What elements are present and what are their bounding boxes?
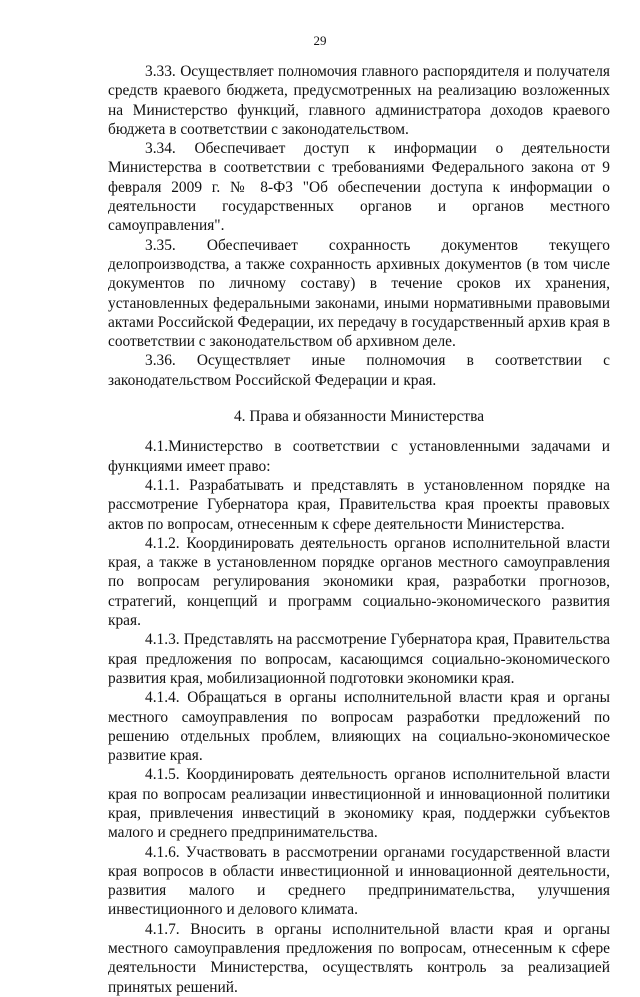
- page-number: 29: [313, 33, 327, 48]
- paragraph-4-1: 4.1.Министерство в соответствии с установленными задачами и функциями имеет право:: [108, 438, 610, 475]
- paragraph-4-1-3: 4.1.3. Представлять на рассмотрение Губернатора края, Правительства края предложения по вопросам, касающимся социально-экономического развития края, мобилизационной подготовки экономики края.: [108, 631, 610, 687]
- paragraph-4-1-1: 4.1.1. Разрабатывать и представлять в установленном порядке на рассмотрение Губернатора края, Правительства края проекты правовых актов по вопросам, отнесенным к сфере деятельности Министерства.: [108, 476, 610, 533]
- document-body: [108, 62, 610, 997]
- paragraph-4-1-2: 4.1.2. Координировать деятельность органов исполнительной власти края, а также в установленном порядке органов местного самоуправления по вопросам регулирования экономики края, разработки прогнозов, стратегий, концепций и программ социально-экономического развития края.: [108, 534, 610, 630]
- paragraph-3-33: 3.33. Осуществляет полномочия главного распорядителя и получателя средств краевого бюджета, предусмотренных на реализацию возложенных на Министерство функций, главного администратора доходов краевого бюджета в соответствии с законодательством.: [108, 63, 610, 138]
- paragraph-3-36: 3.36. Осуществляет иные полномочия в соответствии с законодательством Российской Федерации и края.: [108, 352, 610, 389]
- paragraph-4-1-4: 4.1.4. Обращаться в органы исполнительной власти края и органы местного самоуправления по вопросам разработки предложений по решению отдельных проблем, влияющих на социально-экономическое развитие края.: [108, 689, 610, 765]
- paragraph-4-1-5: 4.1.5. Координировать деятельность органов исполнительной власти края по вопросам реализации инвестиционной и инновационной политики края, привлечения инвестиций в экономику края, поддержки субъектов малого и среднего предпринимательства.: [108, 766, 610, 842]
- paragraph-4-1-6: 4.1.6. Участвовать в рассмотрении органами государственной власти края вопросов в области инвестиционной и инновационной деятельности, развития малого и среднего предпринимательства, улучшения инвестиционного и делового климата.: [108, 843, 610, 919]
- section-heading: 4. Права и обязанности Министерства: [233, 408, 485, 426]
- paragraph-3-35: 3.35. Обеспечивает сохранность документов текущего делопроизводства, а также сохранность архивных документов (в том числе документов по личному составу) в течение сроков их хранения, установленных федеральными законами, иными нормативными правовыми актами Российской Федерации, их передачу в государственный архив края в соответствии с законодательством об архивном деле.: [108, 236, 610, 351]
- paragraph-3-34: 3.34. Обеспечивает доступ к информации о деятельности Министерства в соответствии с требованиями Федерального закона от 9 февраля 2009 г. № 8-ФЗ "Об обеспечении доступа к информации о деятельности государственных органов и органов местного самоуправления".: [108, 140, 610, 235]
- paragraph-4-1-7: 4.1.7. Вносить в органы исполнительной власти края и органы местного самоуправления предложения по вопросам, отнесенным к сфере деятельности Министерства, осуществлять контроль за реализацией принятых решений.: [108, 920, 610, 996]
